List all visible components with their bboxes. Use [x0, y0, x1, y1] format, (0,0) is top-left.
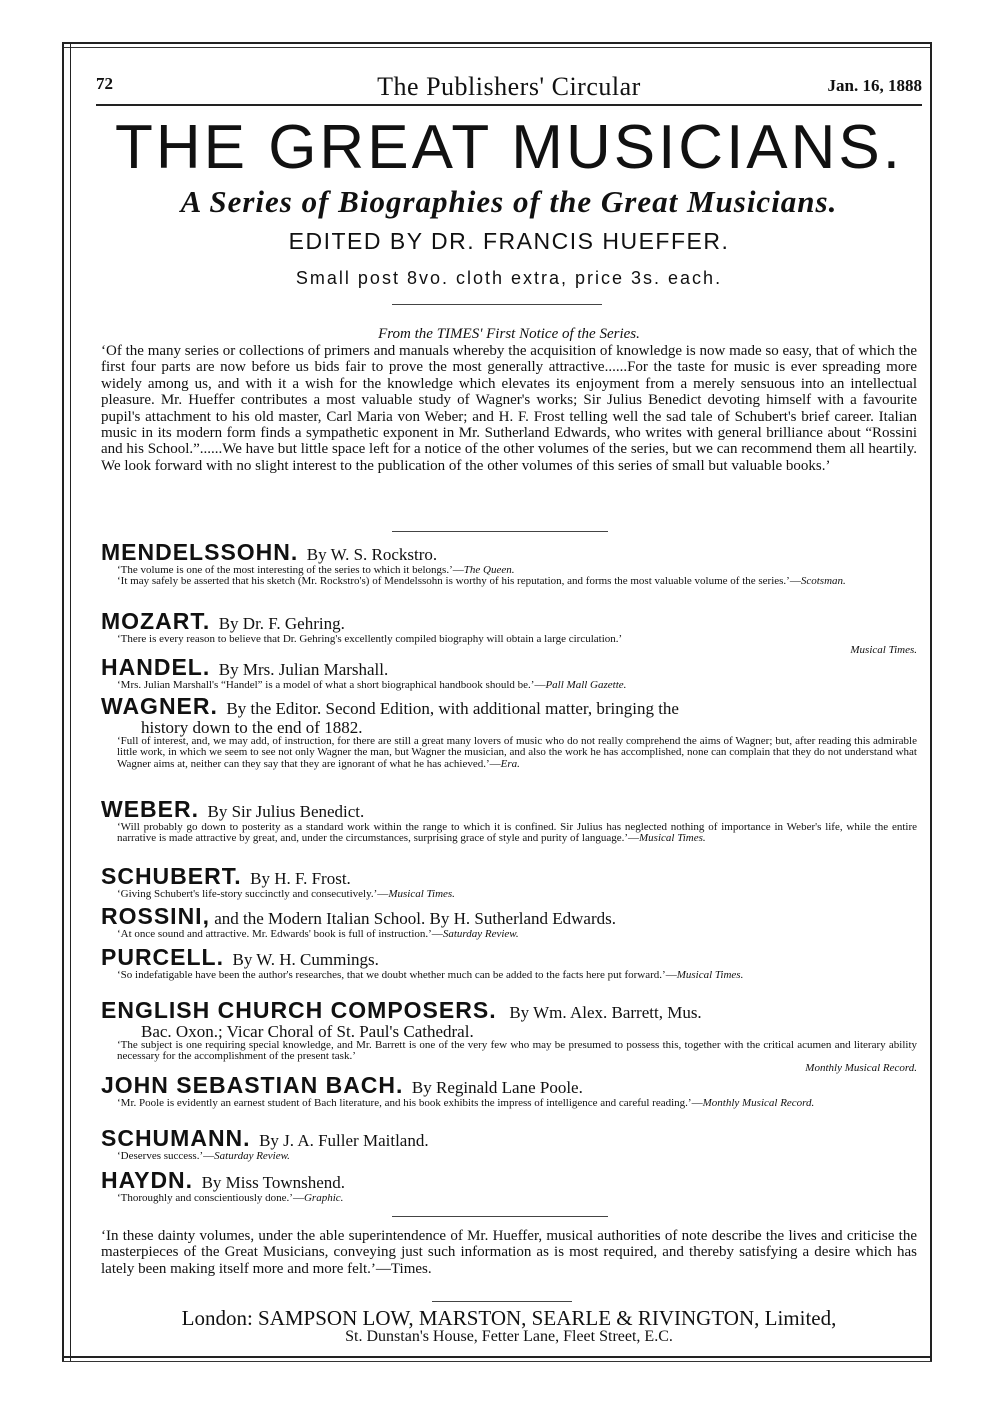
entry-quote: ‘Full of interest, and, we may add, of instruction, for there are still a great many lovers of music who do not really comprehend the aims of Wagner; but, after reading this admirable little work, in which we seem to see not only Wagner the man, but Wagner the musician, and also the work he has accomplished, none can complain that they do not understand what Wagner aims at, neither can they say that they are ignorant of what he has achieved.’— — [117, 735, 917, 770]
entry-author: and the Modern Italian School. By H. Sutherland Edwards. — [214, 909, 617, 928]
top-border-rule-inner — [62, 47, 932, 48]
bottom-border-rule — [62, 1356, 932, 1358]
bottom-border-rule-inner — [62, 1361, 932, 1362]
entry-author: By W. H. Cummings. — [232, 950, 379, 969]
entry-quote: ‘Thoroughly and conscientiously done.’— — [117, 1192, 304, 1204]
entry-quote: ‘Mrs. Julian Marshall's “Handel” is a model of what a short biographical handbook should be.’— — [117, 679, 546, 691]
entry-author: By W. S. Rockstro. — [306, 545, 438, 564]
entry-author: By Mrs. Julian Marshall. — [218, 660, 389, 679]
entry-source: Musical Times. — [850, 644, 917, 657]
entry-wagner — [101, 693, 917, 770]
header-rule — [96, 104, 922, 106]
issue-date: Jan. 16, 1888 — [827, 76, 922, 95]
entry-quote: ‘It may safely be asserted that his sketch (Mr. Rockstro's) of Mendelssohn is worthy of his reputation, and forms the most valuable volume of the series.’— — [117, 575, 801, 588]
entry-name: HAYDN. — [101, 1167, 194, 1193]
notice-text: ‘Of the many series or collections of primers and manuals whereby the acquisition of knowledge is now made so easy, that of which the first four parts are now before us bids fair to prove the most generally attractive......For the taste for music is ever spreading more widely among us, and with it a wish for the knowledge which elevates its enjoyment from a merely sensuous into an intellectual pleasure. Mr. Hueffer contributes a most valuable study of Wagner's works; Sir Julius Benedict devoting himself with a favourite pupil's attachment to his old master, Carl Maria von Weber; and H. F. Frost telling well the sad tale of Schubert's brief career. Italian music in its modern form finds a sympathetic exponent in Mr. Sutherland Edwards, who writes with general brilliance about “Rossini and his School.”......We have but little space left for a notice of the other volumes of the series, but we can recommend them all heartily. We look forward with no slight interest to the publication of the other volumes of this series of small but valuable books.’ — [101, 343, 917, 474]
entry-author: By H. F. Frost. — [250, 869, 351, 888]
page-number: 72 — [96, 74, 113, 93]
publisher-address: St. Dunstan's House, Fetter Lane, Fleet Street, E.C. — [345, 1328, 673, 1345]
entry-name: WEBER. — [101, 796, 199, 822]
left-border-rule-inner — [70, 42, 71, 1362]
entry-source: Saturday Review. — [442, 928, 519, 940]
entry-author: By Reginald Lane Poole. — [411, 1078, 583, 1097]
closing-quote: ‘In these dainty volumes, under the able superintendence of Mr. Hueffer, musical authorities of note describe the lives and criticise the masterpieces of the Great Musicians, conveying just such information as is most required, and thereby satisfying a desire which has lately been making itself more and more felt.’—Times. — [101, 1228, 917, 1277]
entry-review-2 — [101, 576, 917, 587]
entry-source: Pall Mall Gazette. — [545, 679, 627, 691]
entry-source: Monthly Musical Record. — [702, 1097, 815, 1109]
series-subtitle: A Series of Biographies of the Great Musicians. — [180, 184, 838, 219]
entry-haydn — [101, 1167, 917, 1204]
entry-source: The Queen. — [463, 564, 515, 576]
entry-source: Musical Times. — [388, 888, 455, 900]
notice-heading: From the TIMES' First Notice of the Series. — [378, 326, 640, 342]
entry-quote: ‘So indefatigable have been the author's researches, that we doubt whether much can be added to the facts here put forward.’— — [117, 969, 677, 981]
entry-source: Saturday Review. — [214, 1150, 290, 1162]
entry-quote: ‘There is every reason to believe that Dr. Gehring's excellently compiled biography will obtain a large circulation.’ — [117, 633, 623, 645]
entry-purcell — [101, 944, 917, 981]
notice-rule — [392, 531, 608, 532]
editor-line: EDITED BY DR. FRANCIS HUEFFER. — [288, 228, 730, 254]
entry-author: By J. A. Fuller Maitland. — [259, 1131, 429, 1150]
entry-schumann — [101, 1125, 917, 1162]
entry-source: Scotsman. — [800, 575, 846, 588]
entry-name: MENDELSSOHN. — [101, 539, 299, 565]
masthead-rule — [392, 304, 602, 305]
entry-source: Era. — [500, 757, 520, 770]
footer-rule — [432, 1301, 572, 1302]
entry-name: HANDEL. — [101, 654, 211, 680]
publisher-line: London: SAMPSON LOW, MARSTON, SEARLE & RIVINGTON, Limited, — [181, 1306, 837, 1330]
running-header — [96, 72, 922, 100]
entry-name: PURCELL. — [101, 944, 224, 970]
entry-author: By Dr. F. Gehring. — [218, 614, 345, 633]
entry-handel — [101, 654, 917, 691]
entry-mozart — [101, 608, 917, 657]
entry-source: Musical Times. — [676, 969, 744, 981]
entry-english-church-composers — [101, 997, 917, 1074]
entry-source: Graphic. — [303, 1192, 344, 1204]
entry-author: By the Editor. Second Edition, with additional matter, bringing the — [226, 699, 679, 718]
entry-author: By Sir Julius Benedict. — [207, 802, 365, 821]
entry-name: MOZART. — [101, 608, 211, 634]
entry-author-continued: Bac. Oxon.; Vicar Choral of St. Paul's Cathedral. — [141, 1022, 474, 1041]
format-price-line: Small post 8vo. cloth extra, price 3s. each. — [295, 268, 723, 288]
entry-name: SCHUBERT. — [101, 863, 242, 889]
entry-mendelssohn — [101, 539, 917, 588]
entry-quote: ‘Deserves success.’— — [117, 1150, 215, 1162]
entry-schubert — [101, 863, 917, 900]
top-border-rule — [62, 42, 932, 44]
entry-author: By Miss Townshend. — [201, 1173, 346, 1192]
entry-quote: ‘Will probably go down to posterity as a standard work within the range to which it is confined. Sir Julius has neglected nothing of importance in Weber's life, while the entire narrative is made attractive by great, and, under the circumstances, surprising grace of style and purity of language.’— — [117, 821, 917, 845]
entry-author-continued: history down to the end of 1882. — [141, 718, 363, 737]
entry-quote: ‘The subject is one requiring special knowledge, and Mr. Barrett is one of the very few who may be presumed to possess this, together with the critical acumen and literary ability necessary for the accomplishment of the present task.’ — [117, 1039, 917, 1063]
entry-name: JOHN SEBASTIAN BACH. — [101, 1072, 404, 1098]
entry-bach — [101, 1072, 917, 1109]
right-border-rule — [930, 42, 932, 1362]
entry-weber — [101, 796, 917, 845]
entry-rossini — [101, 903, 917, 940]
entry-author: By Wm. Alex. Barrett, Mus. — [509, 1003, 702, 1022]
entry-source: Musical Times. — [639, 832, 706, 845]
entry-name: SCHUMANN. — [101, 1125, 251, 1151]
left-border-rule — [62, 42, 64, 1362]
entry-quote: ‘Giving Schubert's life-story succinctly and consecutively.’— — [117, 888, 389, 900]
series-title: THE GREAT MUSICIANS. — [114, 113, 903, 182]
journal-title: The Publishers' Circular — [377, 72, 641, 101]
entry-quote: ‘The volume is one of the most interesting of the series to which it belongs.’— — [117, 564, 464, 576]
entry-quote: ‘At once sound and attractive. Mr. Edwards' book is full of instruction.’— — [117, 928, 443, 940]
entry-source: Monthly Musical Record. — [805, 1061, 917, 1074]
entry-name: ROSSINI, — [101, 903, 210, 929]
entry-name: WAGNER. — [101, 693, 218, 719]
entry-name: ENGLISH CHURCH COMPOSERS. — [101, 997, 497, 1023]
closing-rule — [392, 1216, 608, 1217]
entry-quote: ‘Mr. Poole is evidently an earnest student of Bach literature, and his book exhibits the impress of intelligence and careful reading.’— — [117, 1097, 703, 1109]
